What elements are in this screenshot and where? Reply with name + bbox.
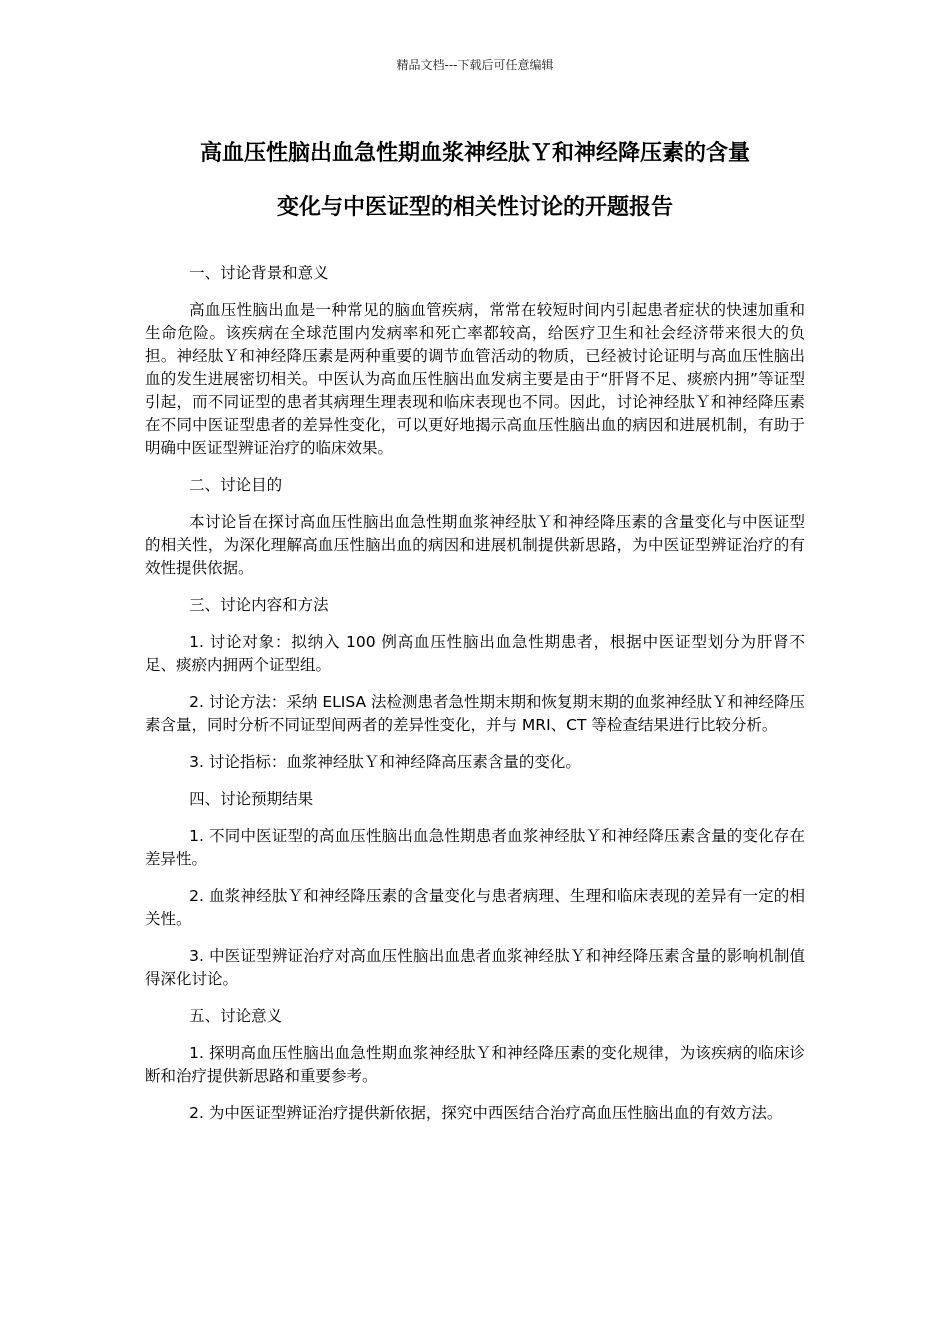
title-line-2: 变化与中医证型的相关性讨论的开题报告 [276,195,673,220]
section-heading-expected-results: 四、讨论预期结果 [189,790,314,808]
paragraph-significance-1: 1. 探明高血压性脑出血急性期血浆神经肽Ｙ和神经降压素的变化规律，为该疾病的临床诊断和治疗提供新思路和重要参考。 [145,1044,805,1085]
page-header: 精品文档---下载后可任意编辑 [396,58,554,72]
paragraph-indicators: 3. 讨论指标：血浆神经肽Ｙ和神经降高压素含量的变化。 [189,753,581,771]
paragraph-subjects: 1. 讨论对象：拟纳入 100 例高血压性脑出血急性期患者，根据中医证型划分为肝肾不足、痰瘀内拥两个证型组。 [145,633,805,674]
section-heading-purpose: 二、讨论目的 [189,476,283,494]
paragraph-methods: 2. 讨论方法：采纳 ELISA 法检测患者急性期末期和恢复期末期的血浆神经肽Ｙ和神经降压素含量，同时分析不同证型间两者的差异性变化，并与 MRI、CT 等检查结果进行比较分析。 [145,693,805,734]
paragraph-purpose: 本讨论旨在探讨高血压性脑出血急性期血浆神经肽Ｙ和神经降压素的含量变化与中医证型的相关性，为深化理解高血压性脑出血的病因和进展机制提供新思路，为中医证型辨证治疗的有效性提供依据。 [145,513,805,577]
paragraph-expected-3: 3. 中医证型辨证治疗对高血压性脑出血患者血浆神经肽Ｙ和神经降压素含量的影响机制值得深化讨论。 [145,947,805,988]
section-heading-content-methods: 三、讨论内容和方法 [189,596,329,614]
document-body [145,262,805,1139]
paragraph-significance-2: 2. 为中医证型辨证治疗提供新依据，探究中西医结合治疗高血压性脑出血的有效方法。 [189,1104,783,1122]
paragraph-expected-1: 1. 不同中医证型的高血压性脑出血急性期患者血浆神经肽Ｙ和神经降压素含量的变化存在差异性。 [145,827,805,868]
document-title [145,135,805,227]
paragraph-expected-2: 2. 血浆神经肽Ｙ和神经降压素的含量变化与患者病理、生理和临床表现的差异有一定的相关性。 [145,887,805,928]
title-line-1: 高血压性脑出血急性期血浆神经肽Ｙ和神经降压素的含量 [199,141,750,166]
section-heading-background: 一、讨论背景和意义 [189,264,329,282]
section-heading-significance: 五、讨论意义 [189,1007,283,1025]
paragraph-background: 高血压性脑出血是一种常见的脑血管疾病，常常在较短时间内引起患者症状的快速加重和生命危险。该疾病在全球范围内发病率和死亡率都较高，给医疗卫生和社会经济带来很大的负担。神经肽Ｙ和神经降压素是两种重要的调节血管活动的物质，已经被讨论证明与高血压性脑出血的发生进展密切相关。中医认为高血压性脑出血发病主要是由于“肝肾不足、痰瘀内拥”等证型引起，而不同证型的患者其病理生理表现和临床表现也不同。因此，讨论神经肽Ｙ和神经降压素在不同中医证型患者的差异性变化，可以更好地揭示高血压性脑出血的病因和进展机制，有助于明确中医证型辨证治疗的临床效果。 [145,301,805,457]
